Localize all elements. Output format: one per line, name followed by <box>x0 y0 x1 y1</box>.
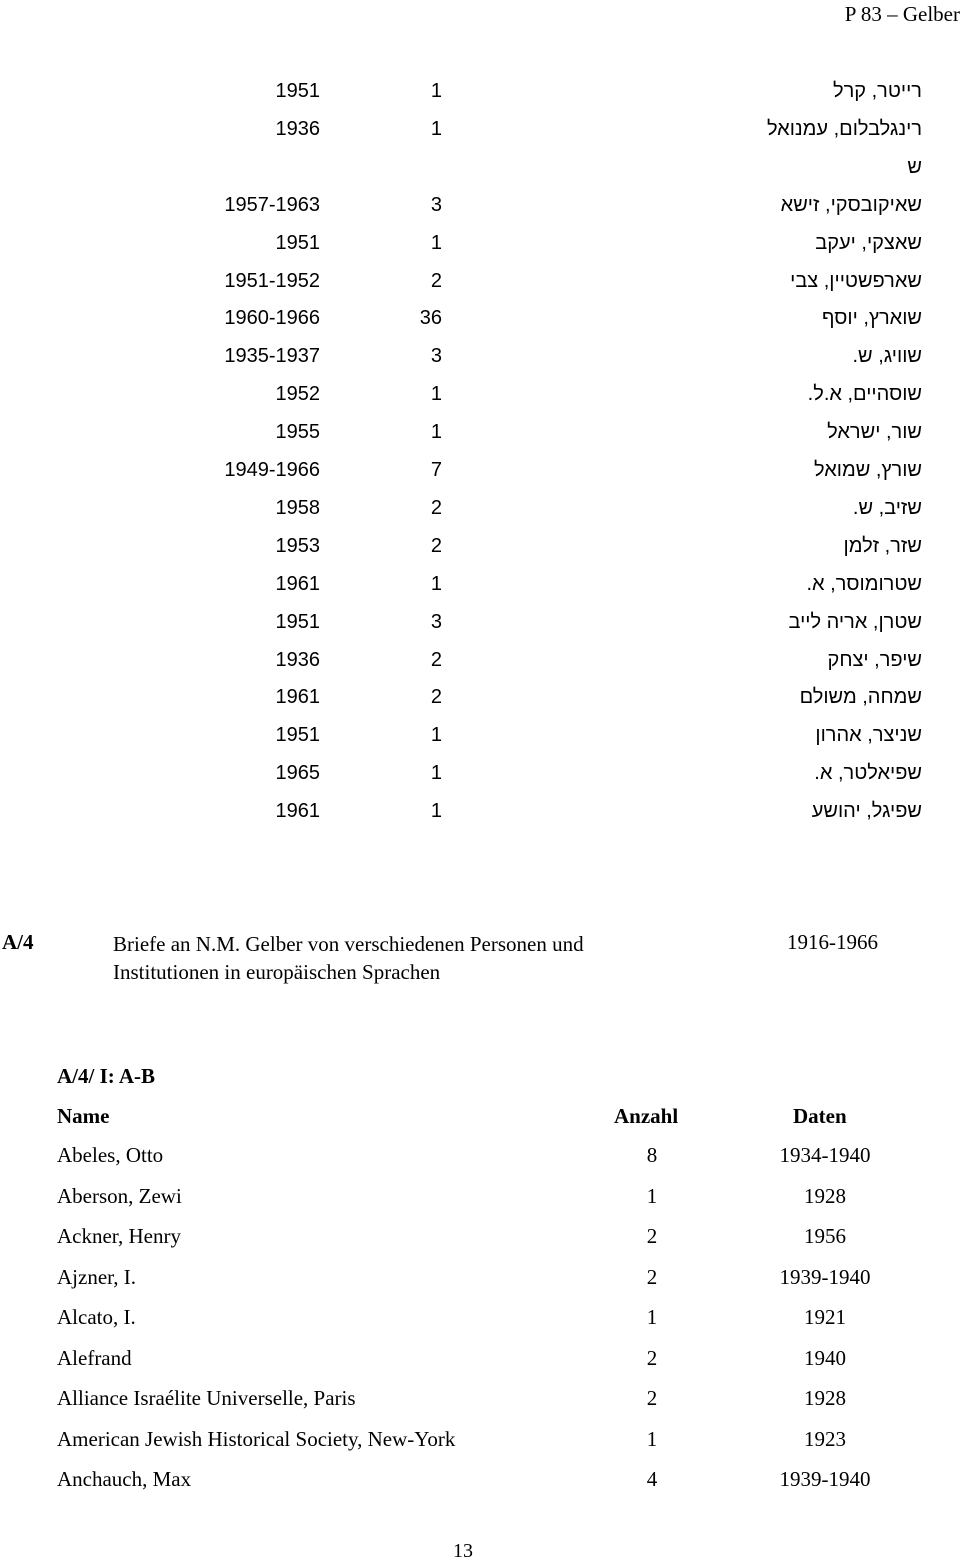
hebrew-table-row <box>0 649 960 679</box>
dates-cell: 1921 <box>804 1305 846 1329</box>
hebrew-name-cell: רינגלבלום, עמנואל <box>766 117 922 140</box>
count-cell: 2 <box>646 1386 658 1410</box>
hebrew-name-cell: שורץ, שמואל <box>814 459 922 481</box>
name-cell: Alcato, I. <box>57 1305 136 1329</box>
hebrew-table-row <box>0 535 960 565</box>
table-row <box>0 1184 960 1214</box>
hebrew-years-cell: 1957-1963 <box>224 193 320 216</box>
hebrew-table-row <box>0 270 960 300</box>
hebrew-years-cell: 1951 <box>275 724 320 747</box>
hebrew-table-row <box>0 573 960 603</box>
hebrew-table-row <box>0 194 960 224</box>
hebrew-name-cell: שור, ישראל <box>827 421 922 444</box>
hebrew-table-row <box>0 345 960 375</box>
hebrew-years-cell: 1949-1966 <box>224 459 320 481</box>
hebrew-count-cell: 1 <box>430 800 442 823</box>
hebrew-count-cell: 7 <box>430 459 442 481</box>
name-cell: Aberson, Zewi <box>57 1183 182 1208</box>
hebrew-years-cell: 1936 <box>275 648 320 671</box>
hebrew-years-cell: 1965 <box>275 762 320 785</box>
name-cell: Abeles, Otto <box>57 1143 164 1167</box>
section-years: 1916-1966 <box>787 930 878 954</box>
dates-cell: 1934-1940 <box>779 1143 871 1167</box>
count-cell: 2 <box>646 1345 658 1370</box>
hebrew-count-cell: 1 <box>430 421 442 444</box>
hebrew-name-cell: שמחה, משולם <box>799 686 922 709</box>
hebrew-name-cell: שאיקובסקי, זישא <box>780 193 922 216</box>
hebrew-years-cell: 1953 <box>275 534 320 557</box>
dates-cell: 1956 <box>804 1224 846 1248</box>
hebrew-years-cell: 1958 <box>275 496 320 519</box>
hebrew-name-cell: שניצר, אהרון <box>815 724 922 747</box>
hebrew-count-cell: 2 <box>430 496 442 519</box>
count-cell: 4 <box>646 1467 658 1491</box>
hebrew-count-cell: 3 <box>430 610 442 633</box>
hebrew-years-cell: 1961 <box>275 572 320 595</box>
column-header-name: Name <box>57 1104 110 1128</box>
hebrew-name-cell: שאצקי, יעקב <box>815 231 922 254</box>
hebrew-table-row <box>0 800 960 830</box>
hebrew-count-cell: 2 <box>430 648 442 671</box>
count-cell: 2 <box>646 1224 658 1248</box>
table-row <box>0 1427 960 1457</box>
dates-cell: 1928 <box>804 1386 846 1410</box>
section-title: Briefe an N.M. Gelber von verschiedenen Personen und Institutionen in europäischen Sprachen <box>113 932 584 984</box>
hebrew-years-cell: 1951 <box>275 610 320 633</box>
hebrew-name-cell: שפיאלטר, א. <box>814 762 922 785</box>
hebrew-count-cell: 3 <box>430 345 442 368</box>
hebrew-table-row <box>0 459 960 489</box>
hebrew-count-cell: 1 <box>430 80 442 102</box>
hebrew-table-row <box>0 762 960 792</box>
table-row <box>0 1265 960 1295</box>
dates-cell: 1939-1940 <box>779 1264 871 1289</box>
hebrew-years-cell: 1955 <box>275 421 320 444</box>
count-cell: 2 <box>646 1264 658 1289</box>
hebrew-count-cell: 2 <box>430 686 442 709</box>
hebrew-name-cell: שטרן, אריה לייב <box>788 610 922 633</box>
hebrew-name-cell: שפיגל, יהושע <box>811 800 922 823</box>
dates-cell: 1928 <box>804 1183 846 1208</box>
hebrew-name-cell: שיפר, יצחק <box>827 648 922 671</box>
table-row <box>0 1346 960 1376</box>
dates-cell: 1940 <box>804 1345 846 1370</box>
hebrew-name-cell: שזיב, ש. <box>852 496 922 519</box>
table-row <box>0 1224 960 1254</box>
subsection-heading: A/4/ I: A-B <box>57 1064 156 1088</box>
column-header-dates: Daten <box>793 1104 847 1128</box>
hebrew-table-row <box>0 686 960 716</box>
table-row <box>0 1386 960 1416</box>
hebrew-count-cell: 3 <box>430 193 442 216</box>
hebrew-count-cell: 1 <box>430 117 442 140</box>
hebrew-years-cell: 1952 <box>275 383 320 406</box>
hebrew-count-cell: 1 <box>430 724 442 747</box>
hebrew-count-cell: 1 <box>430 762 442 785</box>
table-row <box>0 1467 960 1497</box>
hebrew-table-row <box>0 156 960 186</box>
table-row <box>0 1143 960 1173</box>
hebrew-count-cell: 1 <box>430 231 442 254</box>
hebrew-count-cell: 1 <box>430 572 442 595</box>
page-header: P 83 – Gelber <box>844 2 960 26</box>
hebrew-years-cell: 1961 <box>275 800 320 823</box>
hebrew-name-cell: שוארץ, יוסף <box>822 307 922 330</box>
name-cell: American Jewish Historical Society, New-York <box>57 1426 456 1451</box>
hebrew-count-cell: 2 <box>430 534 442 557</box>
name-cell: Anchauch, Max <box>57 1467 192 1491</box>
hebrew-name-cell: שוסהיים, א.ל. <box>807 383 922 406</box>
hebrew-table-row <box>0 383 960 413</box>
section-code: A/4 <box>2 930 34 954</box>
hebrew-name-cell: רייטר, קרל <box>832 80 922 102</box>
column-header-count: Anzahl <box>614 1104 679 1128</box>
name-cell: Alefrand <box>57 1345 132 1370</box>
hebrew-table-row <box>0 497 960 527</box>
hebrew-years-cell: 1951 <box>275 80 320 102</box>
hebrew-years-cell: 1935-1937 <box>224 345 320 368</box>
hebrew-table-row <box>0 611 960 641</box>
page-number: 13 <box>453 1540 473 1562</box>
hebrew-table-row <box>0 118 960 148</box>
name-cell: Ackner, Henry <box>57 1224 181 1248</box>
dates-cell: 1923 <box>804 1426 846 1451</box>
hebrew-table-row <box>0 307 960 337</box>
hebrew-years-cell: 1936 <box>275 117 320 140</box>
hebrew-count-cell: 1 <box>430 383 442 406</box>
hebrew-name-cell: ש <box>907 155 922 178</box>
hebrew-name-cell: שארפשטיין, צבי <box>790 269 922 292</box>
table-row <box>0 1305 960 1335</box>
name-cell: Alliance Israélite Universelle, Paris <box>57 1386 356 1410</box>
hebrew-count-cell: 2 <box>430 269 442 292</box>
hebrew-table-row <box>0 232 960 262</box>
dates-cell: 1939-1940 <box>779 1467 871 1491</box>
count-cell: 1 <box>646 1183 658 1208</box>
hebrew-name-cell: שזר, זלמן <box>843 534 922 557</box>
hebrew-name-cell: שטרומוסר, א. <box>806 572 922 595</box>
hebrew-years-cell: 1961 <box>275 686 320 709</box>
count-cell: 8 <box>646 1143 658 1167</box>
hebrew-years-cell: 1951-1952 <box>224 269 320 292</box>
hebrew-count-cell: 36 <box>419 307 442 330</box>
hebrew-table-row <box>0 421 960 451</box>
hebrew-table-row <box>0 724 960 754</box>
count-cell: 1 <box>646 1305 658 1329</box>
name-cell: Ajzner, I. <box>57 1264 137 1289</box>
hebrew-years-cell: 1960-1966 <box>224 307 320 330</box>
hebrew-name-cell: שוויג, ש. <box>852 345 922 368</box>
hebrew-years-cell: 1951 <box>275 231 320 254</box>
count-cell: 1 <box>646 1426 658 1451</box>
hebrew-table-row <box>0 80 960 110</box>
